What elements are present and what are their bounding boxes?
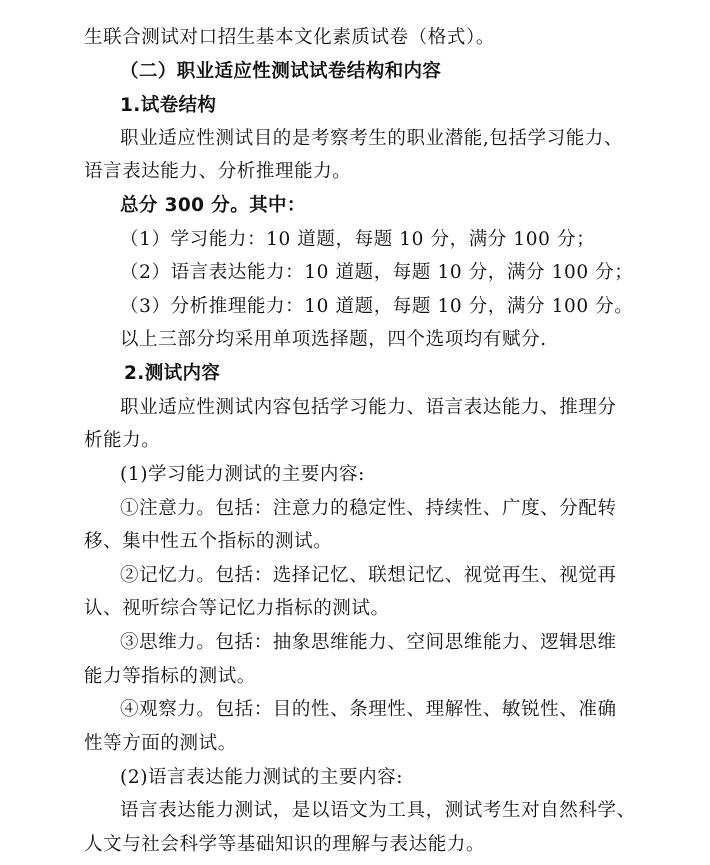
text-line: 能力等指标的测试。 bbox=[84, 666, 256, 687]
list-item: （1）学习能力：10 道题，每题 10 分，满分 100 分； bbox=[120, 229, 596, 250]
subsection-heading: 2.测试内容 bbox=[124, 363, 221, 384]
text-line: 移、集中性五个指标的测试。 bbox=[84, 531, 333, 552]
text-line: 析能力。 bbox=[84, 430, 161, 451]
text-line: 人文与社会科学等基础知识的理解与表达能力。 bbox=[84, 834, 486, 855]
text-line: 语言表达能力测试，是以语文为工具，测试考生对自然科学、 bbox=[120, 800, 636, 821]
list-item: （2）语言表达能力：10 道题，每题 10 分，满分 100 分； bbox=[120, 262, 634, 283]
text-line: 生联合测试对口招生基本文化素质试卷（格式）。 bbox=[84, 27, 495, 48]
list-item: ②记忆力。包括：选择记忆、联想记忆、视觉再生、视觉再 bbox=[120, 565, 617, 586]
score-heading: 总分 300 分。其中： bbox=[120, 195, 306, 216]
text-line: 语言表达能力、分析推理能力。 bbox=[84, 161, 352, 182]
subsection-heading: 1.试卷结构 bbox=[120, 95, 217, 116]
text-line: 认、视听综合等记忆力指标的测试。 bbox=[84, 598, 390, 619]
text-line: 职业适应性测试目的是考察考生的职业潜能,包括学习能力、 bbox=[120, 128, 624, 149]
text-line: 性等方面的测试。 bbox=[84, 733, 237, 754]
list-heading: (1)学习能力测试的主要内容: bbox=[120, 464, 365, 485]
list-item: ④观察力。包括：目的性、条理性、理解性、敏锐性、准确 bbox=[120, 699, 617, 720]
section-heading: （二）职业适应性测试试卷结构和内容 bbox=[120, 61, 442, 82]
list-item: （3）分析推理能力：10 道题，每题 10 分，满分 100 分。 bbox=[120, 296, 634, 317]
list-heading: (2)语言表达能力测试的主要内容: bbox=[120, 767, 404, 788]
text-line: 职业适应性测试内容包括学习能力、语言表达能力、推理分 bbox=[120, 397, 617, 418]
list-item: ①注意力。包括：注意力的稳定性、持续性、广度、分配转 bbox=[120, 498, 617, 519]
text-line: 以上三部分均采用单项选择题，四个选项均有赋分. bbox=[120, 329, 547, 350]
list-item: ③思维力。包括：抽象思维能力、空间思维能力、逻辑思维 bbox=[120, 632, 617, 653]
